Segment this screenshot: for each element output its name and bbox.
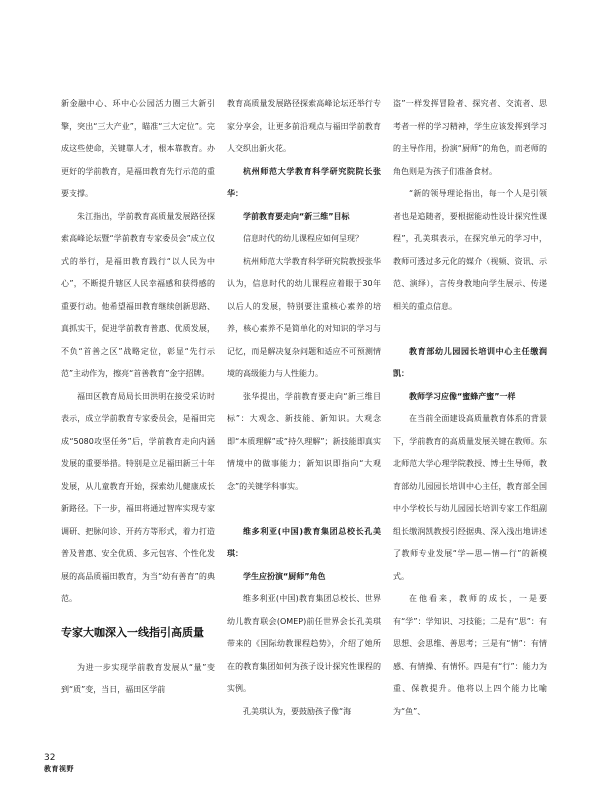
paragraph: 杭州师范大学教育科学研究院教授张华认为，信息时代的幼儿课程应着眼于30年以后人的发展，特别要注重核心素养的培养，核心素养不是简单化的对知识的学习与记忆，而是解决复杂问题和适应不可预测情境的高级能力与人性能力。	[227, 256, 381, 378]
speaker-heading: 教育部幼儿园园长培训中心主任缴润凯：	[393, 346, 547, 378]
magazine-name: 教育视野	[44, 765, 74, 773]
paragraph: 盗”一样发挥冒险者、探究者、交流者、思考者一样的学习精神，学生应该发挥到学习的主导作用，扮演“厨师”的角色，而老师的角色则是为孩子们准备食材。	[393, 99, 547, 176]
paragraph: 在当前全面建设高质量教育体系的背景下，学前教育的高质量发展关键在教师。东北师范大学心理学院教授、博士生导师，教育部幼儿园园长培训中心主任，教育部全国中小学校长与幼儿园园长培训专家工作组副组长缴润凯教授引经据典、深入浅出地讲述了教师专业发展“学—思—情—行”的新模式。	[393, 414, 547, 581]
text-column-2	[227, 93, 381, 723]
paragraph: 朱江指出，学前教育高质量发展路径探索高峰论坛暨“学前教育专家委员会”成立仪式的举行，是福田教育践行“以人民为中心”，不断提升辖区人民幸福感和获得感的重要行动。他希望福田教育继续创新思路、真抓实干，促进学前教育普惠、优质发展，不负“首善之区”战略定位，彰显“先行示范”主动作为，擦亮“首善教育”金字招牌。	[61, 211, 215, 378]
paragraph: 张华提出，学前教育要走向“新三维目标”：大观念、新技能、新知识。大观念即“本质理解”或“持久理解”；新技能即真实情境中的做事能力；新知识即指向“大观念”的关键学科事实。	[227, 391, 381, 491]
paragraph: 信息时代的幼儿课程应如何呈现？	[243, 234, 363, 243]
paragraph: 为进一步实现学前教育发展从“量”变到“质”变，当日，福田区学前	[61, 662, 215, 694]
speaker-heading: 维多利亚(中国)教育集团总校长孔美琪：	[227, 526, 381, 558]
paragraph: 在他看来，教师的成长，一是要有“学”：学知识、习技能；二是有“思”：有思想、会思维、善思考；三是有“情”：有情感、有情操、有情怀。四是有“行”：能力为重、保教提升。他将以上四个能力比喻为“鱼”、	[393, 594, 547, 716]
paragraph: 孔美琪认为，要鼓励孩子像“海	[243, 706, 352, 716]
paragraph: 新金融中心、环中心公园活力圈三大新引擎，突出“三大产业”，瞄准“三大定位”。完成这些使命，关键靠人才，根本靠教育。办更好的学前教育，是福田教育先行示范的重要支撑。	[61, 99, 215, 198]
text-column-1	[61, 93, 215, 702]
paragraph: “新的领导理论指出，每一个人是引领者也是追随者，要根据能动性设计探究性课程”，孔美琪表示，在探究单元的学习中，教师可透过多元化的媒介（视频、资讯、示范、演绎），言传身教地向学生展示、传递相关的重点信息。	[393, 189, 547, 311]
speaker-heading: 杭州师范大学教育科学研究院院长张华：	[227, 166, 381, 198]
paragraph: 福田区教育局局长田洪明在接受采访时表示，成立学前教育专家委员会，是福田完成“5080攻坚任务”后，学前教育走向内涵发展的重要举措。特别是立足福田新三十年发展，从儿童教育开始，探索幼儿健康成长新路径。下一步，福田将通过智库实现专家调研、把脉问诊、开药方等形式，着力打造普及普惠、安全优质、多元包容、个性化发展的高品质福田教育，为当“幼有善育”的典范。	[61, 391, 215, 603]
subheading: 学生应扮演“厨师”角色	[243, 571, 326, 581]
section-title: 专家大咖深入一线指引高质量	[61, 625, 204, 639]
spacer	[393, 318, 547, 341]
page-number: 32	[44, 753, 56, 763]
page-footer	[44, 752, 74, 774]
subheading: 学前教育要走向“新三维”目标	[243, 211, 350, 221]
text-column-3	[393, 93, 547, 723]
subheading: 教师学习应像“蜜蜂产蜜”一样	[409, 391, 516, 401]
spacer	[227, 498, 381, 521]
paragraph: 教育高质量发展路径探索高峰论坛还举行专家分享会，让更多前沿观点与福田学前教育人交织出新火花。	[227, 99, 381, 153]
paragraph: 维多利亚(中国)教育集团总校长、世界幼儿教育联会(OMEP)前任世界会长孔美琪带来的《国际幼教课程趋势》，介绍了她所在的教育集团如何为孩子设计探究性课程的实例。	[227, 594, 381, 693]
